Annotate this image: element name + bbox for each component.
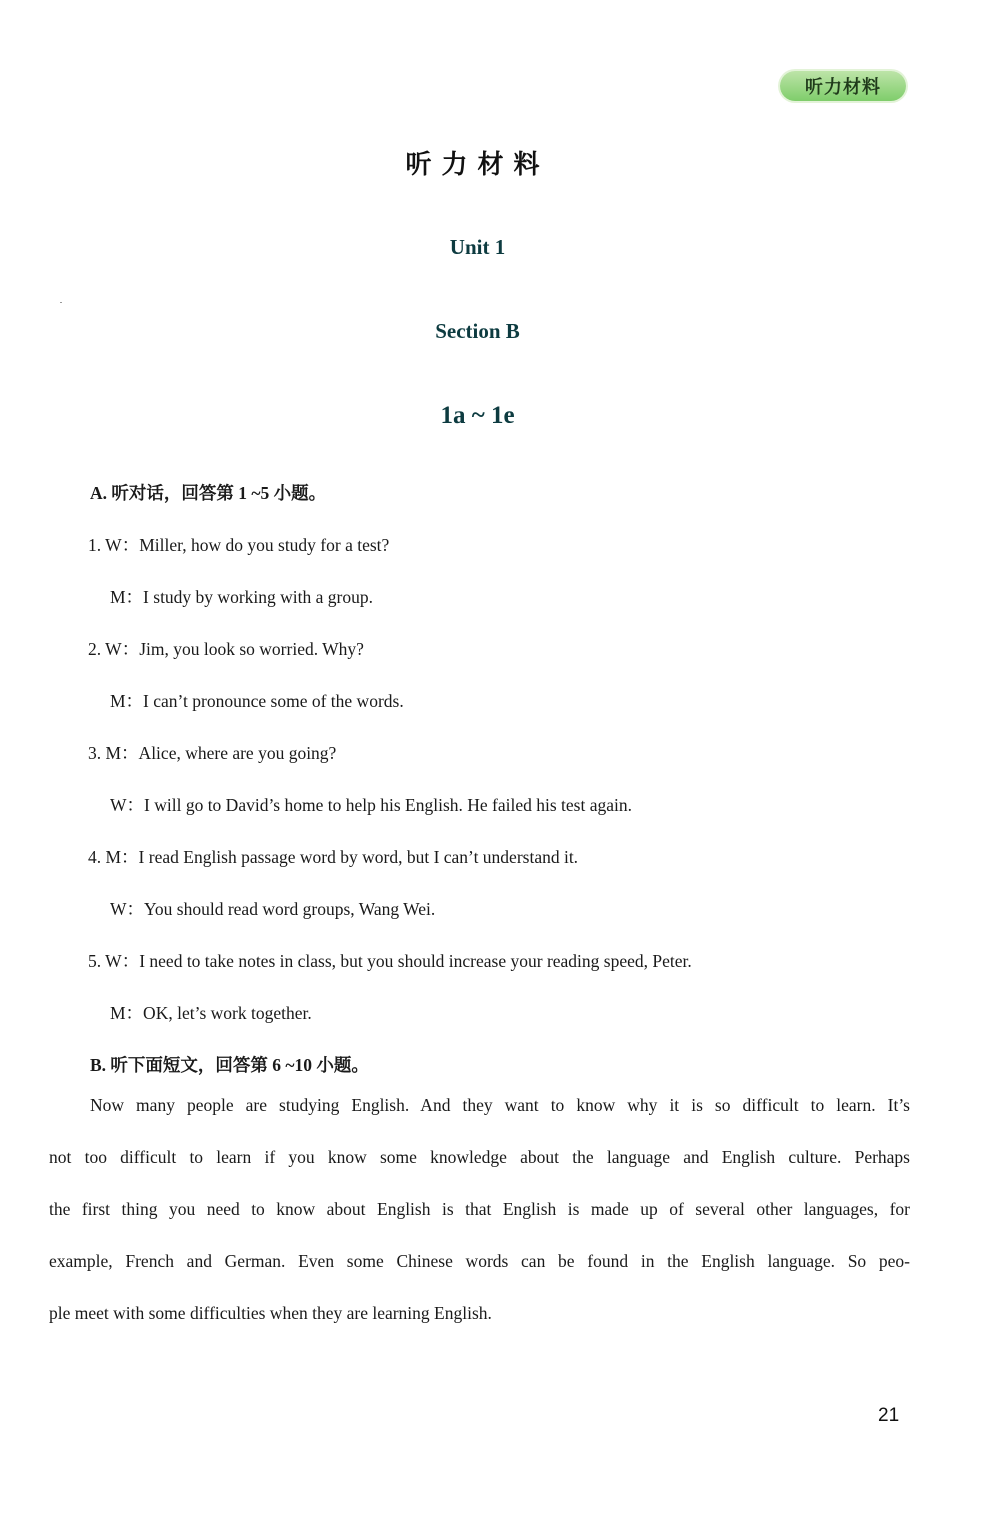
unit-heading: Unit 1 [449, 235, 506, 259]
passage-line: ple meet with some difficulties when they are learning English. [49, 1303, 492, 1323]
dialogue-line: M：I can’t pronounce some of the words. [110, 691, 404, 711]
part-a-instruction: A. 听对话，回答第 1 ~5 小题。 [90, 483, 327, 503]
passage-line: the first thing you need to know about English is that English is made up of several other languages, for [49, 1199, 910, 1219]
scan-speck [60, 302, 62, 303]
passage-line: example, French and German. Even some Chinese words can be found in the English language. So peo- [49, 1251, 910, 1271]
part-b-instruction: B. 听下面短文，回答第 6 ~10 小题。 [90, 1055, 369, 1075]
page-title: 听力材料 [405, 150, 550, 180]
header-badge: 听力材料 [780, 71, 906, 101]
dialogue-line: 2. W：Jim, you look so worried. Why? [88, 639, 364, 659]
passage-line: Now many people are studying English. And they want to know why it is so difficult to learn. It’s [90, 1095, 910, 1115]
dialogue-line: W：I will go to David’s home to help his English. He failed his test again. [110, 795, 633, 815]
dialogue-line: 3. M：Alice, where are you going? [88, 743, 337, 763]
dialogue-line: 4. M：I read English passage word by word, but I can’t understand it. [88, 847, 579, 867]
exercise-range-heading: 1a ~ 1e [440, 402, 515, 429]
dialogue-line: W：You should read word groups, Wang Wei. [110, 899, 436, 919]
passage [49, 1092, 910, 1352]
section-heading: Section B [435, 319, 520, 343]
page-number: 21 [878, 1405, 900, 1426]
dialogue-line: 5. W：I need to take notes in class, but you should increase your reading speed, Peter. [88, 951, 692, 971]
dialogue-line: M：I study by working with a group. [110, 587, 373, 607]
passage-line: not too difficult to learn if you know some knowledge about the language and English culture. Perhaps [49, 1147, 910, 1167]
dialogue-line: 1. W：Miller, how do you study for a test? [88, 535, 390, 555]
dialogue-line: M：OK, let’s work together. [110, 1003, 312, 1023]
